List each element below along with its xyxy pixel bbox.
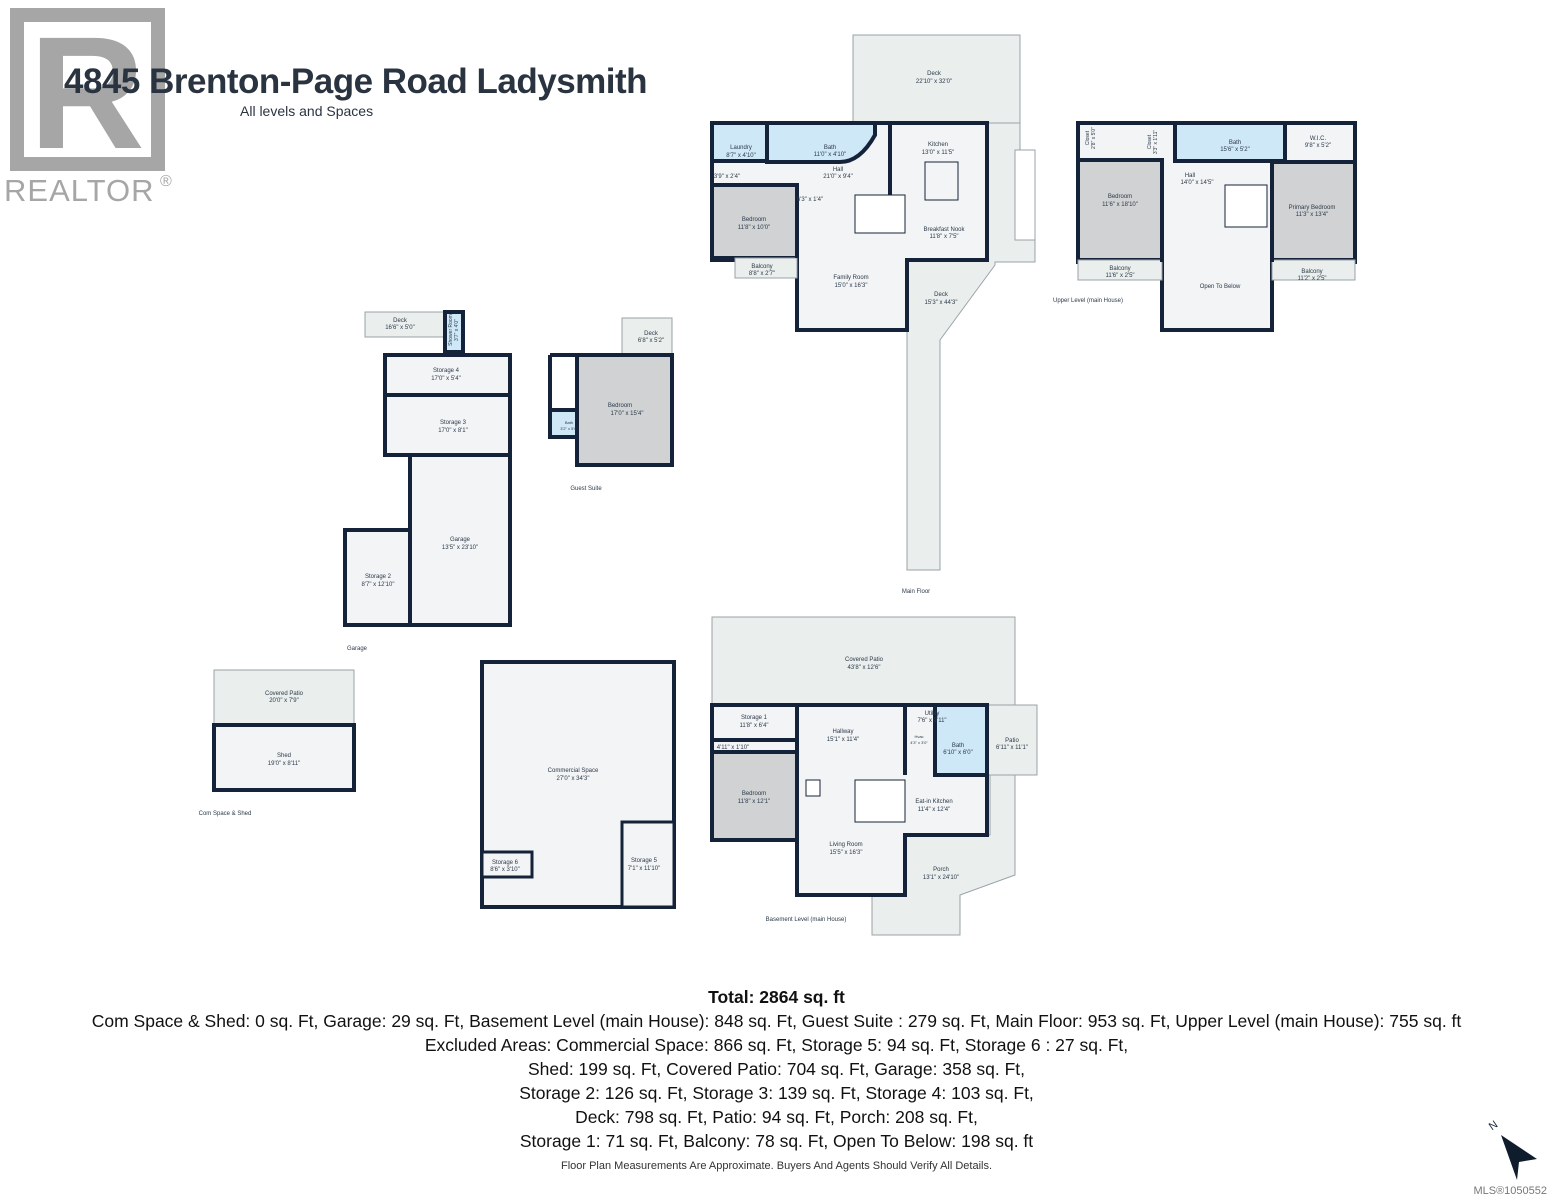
north-arrow-icon [1485,1115,1545,1185]
mls-number: MLS®1050552 [1473,1185,1547,1197]
label-bsmt-bath: Bath [951,743,965,749]
dim-storage-1: 11'8" x 6'4" [739,723,769,729]
dim-upper-balcony-2: 11'2" x 2'5" [1297,276,1327,282]
dim-main-bath: 11'0" x 4'10" [813,152,847,158]
label-main-bath: Bath [823,145,837,151]
label-storage-3: Storage 3 [439,420,467,426]
dim-hallway: 15'1" x 11'4" [826,737,860,743]
label-porch: Porch [933,867,949,873]
dim-storage-6: 8'6" x 3'10" [490,867,520,873]
label-family-room: Family Room [833,275,869,281]
dim-guest-deck: 6'8" x 5'2" [637,338,665,344]
realtor-logo-mark: R [29,3,145,182]
dim-bsmt-closet: 4'11" x 1'10" [716,745,750,751]
label-upper-closet-2: Closet [1147,134,1153,150]
dim-bsmt-patio: 6'11" x 11'1" [995,745,1029,751]
label-com-space: Com Space & Shed [198,811,252,817]
dim-primary-bedroom: 11'3" x 13'4" [1295,212,1329,218]
label-main-hall: Hall [832,167,844,173]
label-bsmt-bedroom: Bedroom [741,791,767,797]
dim-commercial: 27'0" x 34'3" [556,776,590,782]
dim-family-room: 15'0" x 16'3" [834,283,868,289]
label-main-deck-side: Deck [934,292,948,298]
dim-main-bedroom: 11'8" x 10'0" [737,225,771,231]
dim-laundry: 8'7" x 4'10" [726,153,756,159]
label-upper-balcony-1: Balcony [1109,266,1131,272]
guest-bedroom [577,355,672,465]
dim-bsmt-hvac: 4'3" x 3'0" [910,740,928,745]
dim-guest-bedroom: 17'0" x 15'4" [610,411,644,417]
label-utility: Utility [924,711,940,717]
label-shed-patio: Covered Patio [264,691,304,697]
label-primary-bedroom: Primary Bedroom [1288,205,1336,211]
label-upper-level: Upper Level (main House) [1052,298,1124,304]
label-guest-bath: Bath [564,420,574,425]
label-main-balcony: Balcony [751,264,773,270]
dim-garage-deck: 16'6" x 5'0" [385,325,415,331]
label-commercial: Commercial Space [547,768,599,774]
label-guest-deck: Deck [644,331,658,337]
realtor-logo-text: REALTOR [4,173,155,208]
label-breakfast-nook: Breakfast Nook [923,227,965,233]
label-eatin-kitchen: Eat-in Kitchen [915,799,953,805]
label-guest-suite: Guest Suite [570,486,602,492]
dim-utility: 7'6" x 2'11" [917,718,947,724]
dim-wic: 9'8" x 5'2" [1304,143,1332,149]
storage-4 [385,355,510,395]
dim-bsmt-bedroom: 11'8" x 12'1" [737,799,771,805]
page-title: 4845 Brenton-Page Road Ladysmith [64,62,648,101]
total-area: Total: 2864 sq. ft [708,987,845,1007]
label-living-room: Living Room [829,842,863,848]
summary-line-2: Excluded Areas: Commercial Space: 866 sq. Ft, Storage 5: 94 sq. Ft, Storage 6 : 27 sq. Ft, [424,1035,1129,1055]
dim-storage-4: 17'0" x 5'4" [431,376,461,382]
dim-storage-2: 8'7" x 12'10" [361,582,395,588]
dim-closet-b: 6'3" x 1'4" [796,197,824,203]
label-storage-6: Storage 6 [491,860,519,866]
label-main-floor: Main Floor [901,589,931,595]
label-upper-balcony-2: Balcony [1301,269,1323,275]
label-main-deck-top: Deck [927,71,941,77]
label-storage-1: Storage 1 [740,715,768,721]
dim-main-deck-top: 22'10" x 32'0" [915,79,953,85]
label-basement-covered-patio: Covered Patio [844,657,884,663]
label-upper-bath: Bath [1228,140,1242,146]
label-upper-closet-1: Closet [1085,130,1091,146]
label-upper-bedroom: Bedroom [1107,194,1133,200]
summary-line-4: Storage 2: 126 sq. Ft, Storage 3: 139 sq. Ft, Storage 4: 103 sq. Ft, [519,1083,1034,1103]
dim-upper-closet-1: 2'8" x 5'0" [1091,127,1097,149]
page-subtitle: All levels and Spaces [240,103,374,119]
label-storage-4: Storage 4 [432,368,460,374]
dim-upper-balcony-1: 11'6" x 2'5" [1105,273,1135,279]
summary-line-6: Storage 1: 71 sq. Ft, Balcony: 78 sq. Ft, Open To Below: 198 sq. ft [519,1131,1034,1151]
label-storage-5: Storage 5 [630,858,658,864]
label-basement-level: Basement Level (main House) [765,917,847,923]
label-main-bedroom: Bedroom [741,217,767,223]
label-garage-deck: Deck [393,318,407,324]
north-label: N [1486,1118,1501,1134]
summary-line-1: Com Space & Shed: 0 sq. Ft, Garage: 29 sq. Ft, Basement Level (main House): 848 sq. Ft, Guest Suite : 279 sq. Ft, Main Floor: 953 sq. Ft, Upper Level (main House): 755 sq. ft [91,1011,1462,1031]
label-bsmt-hvac: Hvac [914,734,924,739]
area-summary [0,985,1553,1153]
label-laundry: Laundry [730,145,752,151]
dim-basement-covered-patio: 43'8" x 12'6" [847,665,881,671]
dim-main-hall: 21'0" x 9'4" [823,174,853,180]
dim-upper-bath: 15'6" x 5'2" [1220,147,1250,153]
primary-bedroom [1272,162,1355,260]
label-bsmt-patio: Patio [1005,738,1019,744]
dim-shower-room: 3'7" x 4'0" [454,319,460,341]
label-guest-bedroom: Bedroom [607,403,633,409]
dim-breakfast-nook: 11'8" x 7'5" [929,234,959,240]
label-upper-hall: Hall [1184,173,1196,179]
summary-line-5: Deck: 798 sq. Ft, Patio: 94 sq. Ft, Porch: 208 sq. Ft, [575,1107,978,1127]
summary-line-3: Shed: 199 sq. Ft, Covered Patio: 704 sq. Ft, Garage: 358 sq. Ft, [527,1059,1026,1079]
realtor-logo-symbol: ® [160,173,172,190]
dim-shed: 19'0" x 8'11" [267,761,301,767]
basement-bath [935,705,987,775]
dim-upper-bedroom: 11'6" x 18'10" [1102,202,1138,208]
dim-main-balcony: 8'8" x 2'7" [748,271,776,277]
label-shed: Shed [276,753,292,759]
label-shower-room: Shower Room [448,314,454,346]
storage-5 [622,822,674,907]
label-open-to-below: Open To Below [1199,284,1241,290]
label-garage-room: Garage [449,537,471,543]
dim-porch: 13'1" x 24'10" [922,875,960,881]
dim-bsmt-bath: 6'10" x 6'0" [943,750,973,756]
label-kitchen: Kitchen [927,142,949,148]
upper-bedroom [1078,160,1162,260]
dim-upper-closet-2: 3'3" x 1'11" [1153,129,1159,155]
label-wic: W.I.C. [1309,136,1327,142]
dim-shed-patio: 20'0" x 7'9" [269,698,299,704]
dim-guest-bath: 3'2" x 5'0" [560,426,578,431]
dim-kitchen: 13'0" x 11'5" [921,150,955,156]
label-hallway: Hallway [832,729,854,735]
dim-eatin-kitchen: 11'4" x 12'4" [917,807,951,813]
dim-living-room: 15'5" x 16'3" [829,850,863,856]
label-storage-2: Storage 2 [364,574,392,580]
dim-storage-5: 7'1" x 11'10" [627,866,661,872]
dim-main-deck-side: 15'3" x 44'3" [924,300,958,306]
disclaimer: Floor Plan Measurements Are Approximate. Buyers And Agents Should Verify All Details. [560,1160,993,1172]
dim-upper-hall: 14'0" x 14'5" [1180,180,1214,186]
dim-garage-room: 13'5" x 23'10" [441,545,479,551]
label-garage-level: Garage [346,646,368,652]
dim-storage-3: 17'0" x 8'1" [438,428,468,434]
dim-closet-a: 3'9" x 2'4" [713,174,741,180]
